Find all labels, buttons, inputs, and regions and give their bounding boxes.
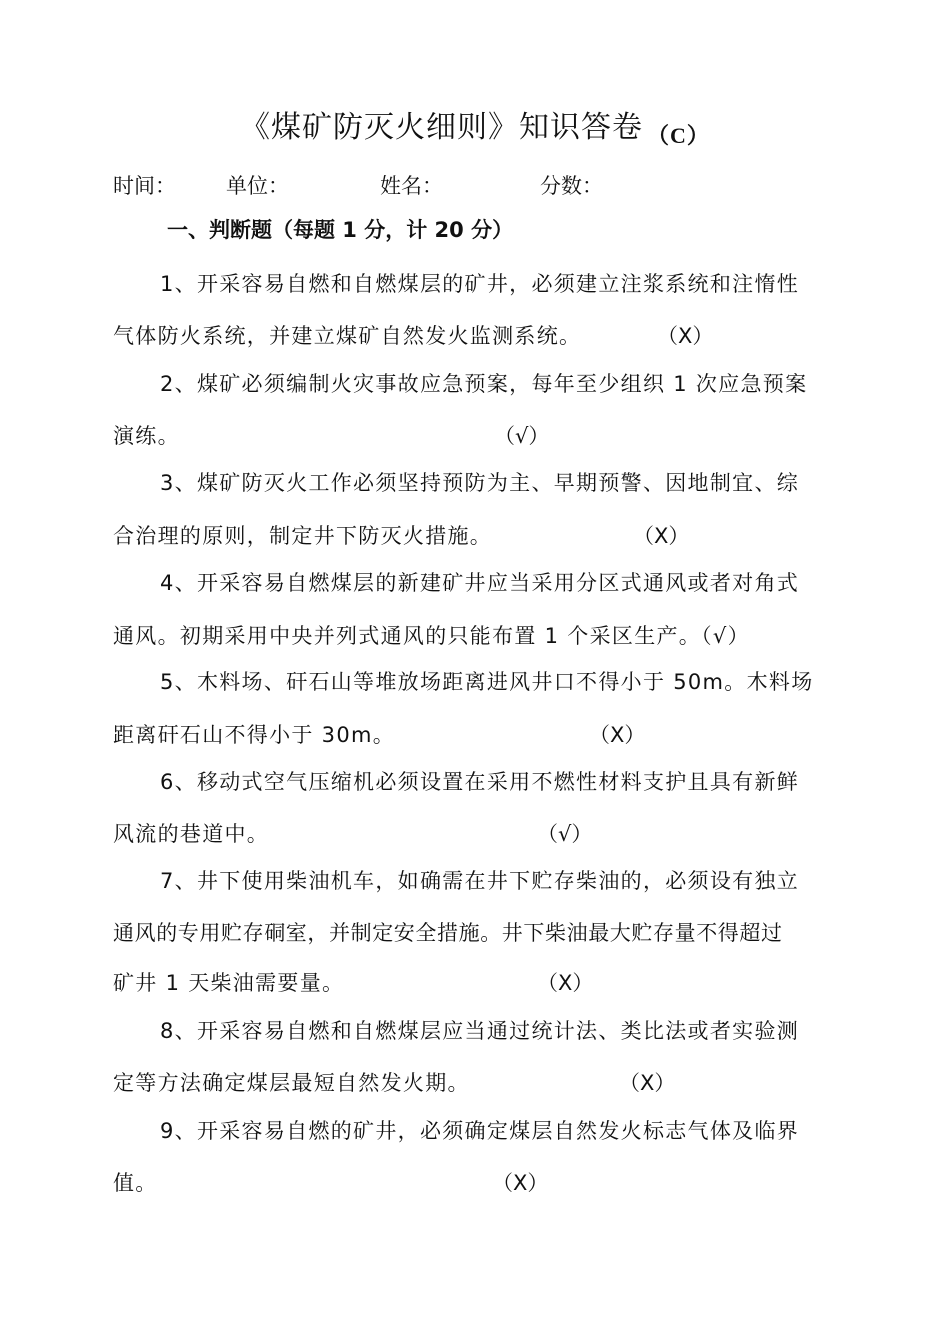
question-3-line-2: 合治理的原则，制定井下防灭火措施。 [113, 524, 493, 548]
question-1-answer: （X） [657, 324, 714, 348]
section-heading: 一、判断题（每题 1 分，计 20 分） [167, 218, 514, 242]
question-1-line-1: 1、开采容易自燃和自燃煤层的矿井，必须建立注浆系统和注惰性 [160, 272, 800, 296]
question-7-line-2: 通风的专用贮存硐室，并制定安全措施。井下柴油最大贮存量不得超过 [113, 921, 783, 945]
unit-label: 单位： [226, 174, 289, 198]
question-6-line-2: 风流的巷道中。 [113, 822, 270, 846]
question-5-line-2: 距离矸石山不得小于 30m。 [113, 723, 396, 747]
question-8-answer: （X） [619, 1071, 676, 1095]
question-7-line-3: 矿井 1 天柴油需要量。 [113, 971, 345, 995]
title-main: 《煤矿防灭火细则》知识答卷 [240, 110, 644, 145]
question-5-line-1: 5、木料场、矸石山等堆放场距离进风井口不得小于 50m。木料场 [160, 670, 814, 694]
question-6-answer: （√） [537, 822, 593, 846]
question-1-line-2: 气体防火系统，并建立煤矿自然发火监测系统。 [113, 324, 582, 348]
question-8-line-2: 定等方法确定煤层最短自然发火期。 [113, 1071, 470, 1095]
question-9-line-2: 值。 [113, 1171, 158, 1195]
question-2-line-2: 演练。 [113, 424, 180, 448]
document-title [0, 102, 950, 146]
question-2-line-1: 2、煤矿必须编制火灾事故应急预案，每年至少组织 1 次应急预案 [160, 372, 808, 396]
score-label: 分数： [540, 174, 603, 198]
question-3-answer: （X） [633, 524, 690, 548]
question-3-line-1: 3、煤矿防灭火工作必须坚持预防为主、早期预警、因地制宜、综 [160, 471, 800, 495]
title-suffix: （C） [647, 123, 710, 148]
question-9-answer: （X） [492, 1171, 549, 1195]
question-9-line-1: 9、开采容易自燃的矿井，必须确定煤层自然发火标志气体及临界 [160, 1119, 800, 1143]
question-4-line-2: 通风。初期采用中央并列式通风的只能布置 1 个采区生产。（√） [113, 624, 750, 648]
question-7-answer: （X） [537, 971, 594, 995]
question-6-line-1: 6、移动式空气压缩机必须设置在采用不燃性材料支护且具有新鲜 [160, 770, 800, 794]
question-4-line-1: 4、开采容易自燃煤层的新建矿井应当采用分区式通风或者对角式 [160, 571, 800, 595]
time-label: 时间： [113, 174, 176, 198]
question-7-line-1: 7、井下使用柴油机车，如确需在井下贮存柴油的，必须设有独立 [160, 869, 800, 893]
question-5-answer: （X） [589, 723, 646, 747]
question-8-line-1: 8、开采容易自燃和自燃煤层应当通过统计法、类比法或者实验测 [160, 1019, 800, 1043]
name-label: 姓名： [380, 174, 443, 198]
question-2-answer: （√） [494, 424, 550, 448]
